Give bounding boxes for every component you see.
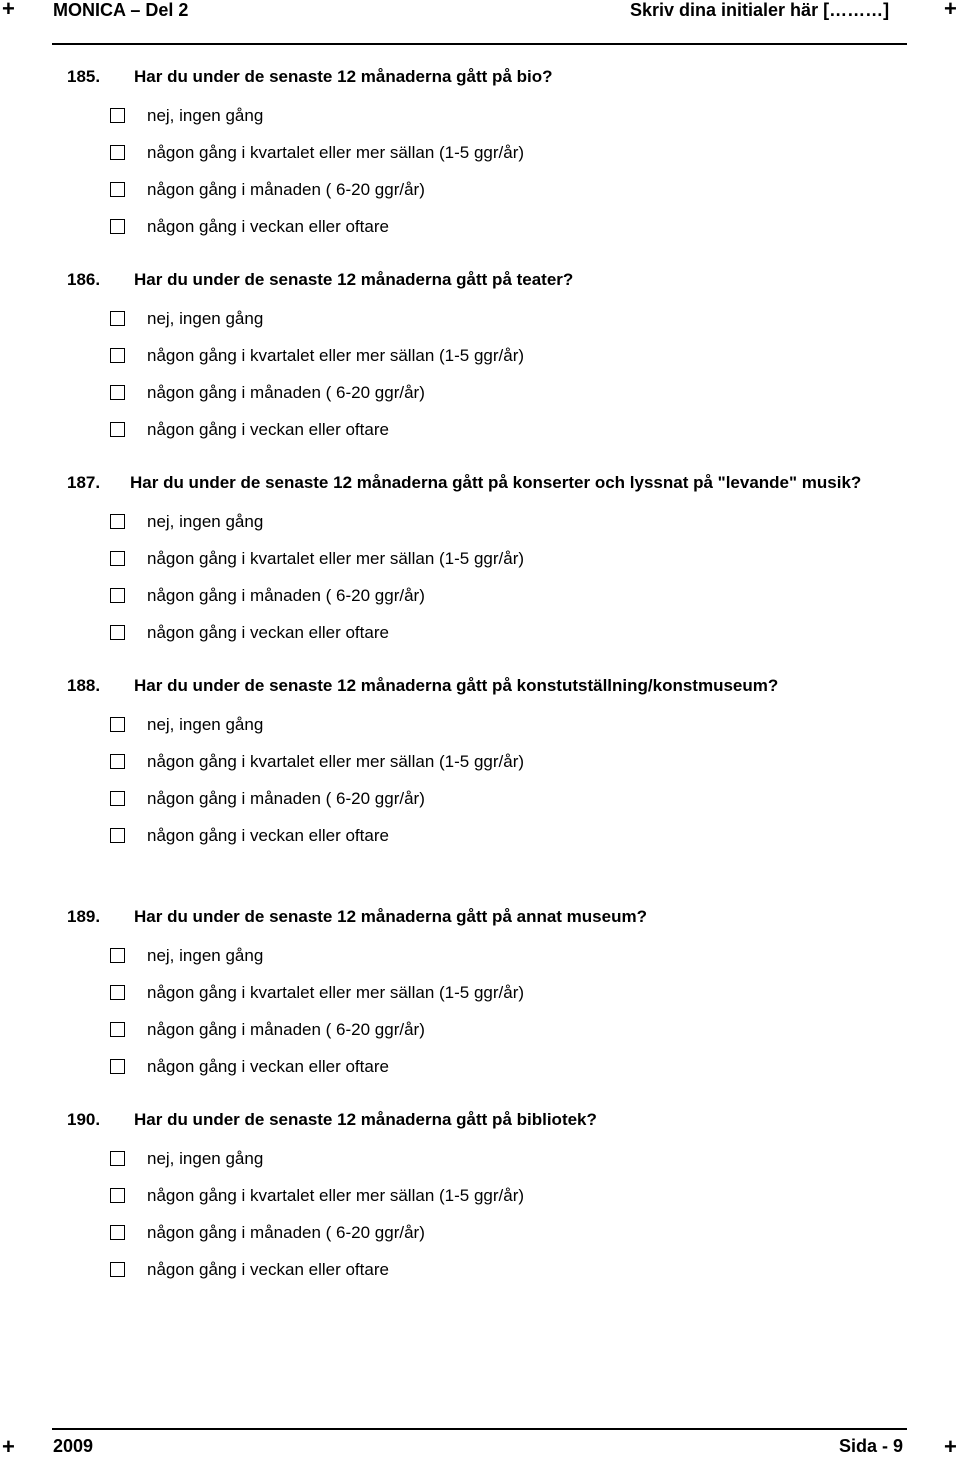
answer-option-label: någon gång i veckan eller oftare <box>147 420 389 439</box>
answer-option-label: nej, ingen gång <box>147 106 264 125</box>
answer-option-label: någon gång i kvartalet eller mer sällan (1-5 ggr/år) <box>147 346 525 365</box>
answer-checkbox[interactable] <box>110 1225 125 1240</box>
header-rule <box>52 43 907 45</box>
answer-checkbox[interactable] <box>110 348 125 363</box>
question-number: 185. <box>67 67 101 86</box>
answer-option-label: nej, ingen gång <box>147 1149 264 1168</box>
answer-option-label: någon gång i kvartalet eller mer sällan (1-5 ggr/år) <box>147 143 525 162</box>
answer-checkbox[interactable] <box>110 1151 125 1166</box>
answer-option-label: någon gång i kvartalet eller mer sällan (1-5 ggr/år) <box>147 1186 525 1205</box>
answer-checkbox[interactable] <box>110 588 125 603</box>
question-number: 188. <box>67 676 101 695</box>
answer-checkbox[interactable] <box>110 1262 125 1277</box>
answer-checkbox[interactable] <box>110 985 125 1000</box>
question-text: Har du under de senaste 12 månaderna gått på konserter och lyssnat på "levande" musik? <box>130 473 862 492</box>
answer-option-label: någon gång i månaden ( 6-20 ggr/år) <box>147 383 425 402</box>
answer-checkbox[interactable] <box>110 828 125 843</box>
answer-option-label: någon gång i veckan eller oftare <box>147 1260 389 1279</box>
answer-option-label: någon gång i månaden ( 6-20 ggr/år) <box>147 789 425 808</box>
answer-option-label: någon gång i månaden ( 6-20 ggr/år) <box>147 586 425 605</box>
footer-rule <box>52 1428 907 1430</box>
answer-option-label: någon gång i kvartalet eller mer sällan (1-5 ggr/år) <box>147 549 525 568</box>
footer-year: 2009 <box>53 1436 94 1456</box>
answer-checkbox[interactable] <box>110 311 125 326</box>
answer-option-label: någon gång i veckan eller oftare <box>147 826 389 845</box>
question-text: Har du under de senaste 12 månaderna gått på bibliotek? <box>134 1110 597 1129</box>
answer-checkbox[interactable] <box>110 1059 125 1074</box>
registration-mark-bottom-right: + <box>944 1434 957 1459</box>
registration-mark-bottom-left: + <box>2 1434 15 1459</box>
question-number: 187. <box>67 473 101 492</box>
question-text: Har du under de senaste 12 månaderna gått på konstutställning/konstmuseum? <box>134 676 779 695</box>
answer-checkbox[interactable] <box>110 108 125 123</box>
answer-checkbox[interactable] <box>110 182 125 197</box>
answer-checkbox[interactable] <box>110 219 125 234</box>
question-text: Har du under de senaste 12 månaderna gått på bio? <box>134 67 553 86</box>
answer-checkbox[interactable] <box>110 422 125 437</box>
question-text: Har du under de senaste 12 månaderna gått på teater? <box>134 270 574 289</box>
answer-checkbox[interactable] <box>110 717 125 732</box>
registration-mark-top-left: + <box>2 0 15 21</box>
answer-checkbox[interactable] <box>110 385 125 400</box>
answer-option-label: nej, ingen gång <box>147 309 264 328</box>
page-number: Sida - 9 <box>839 1436 904 1456</box>
answer-option-label: någon gång i kvartalet eller mer sällan (1-5 ggr/år) <box>147 983 525 1002</box>
question-text: Har du under de senaste 12 månaderna gått på annat museum? <box>134 907 647 926</box>
answer-checkbox[interactable] <box>110 1188 125 1203</box>
answer-checkbox[interactable] <box>110 754 125 769</box>
answer-option-label: någon gång i månaden ( 6-20 ggr/år) <box>147 1223 425 1242</box>
answer-option-label: någon gång i månaden ( 6-20 ggr/år) <box>147 180 425 199</box>
answer-checkbox[interactable] <box>110 1022 125 1037</box>
answer-checkbox[interactable] <box>110 514 125 529</box>
question-number: 190. <box>67 1110 101 1129</box>
answer-checkbox[interactable] <box>110 948 125 963</box>
question-number: 189. <box>67 907 101 926</box>
question-number: 186. <box>67 270 101 289</box>
answer-checkbox[interactable] <box>110 625 125 640</box>
answer-option-label: någon gång i veckan eller oftare <box>147 217 389 236</box>
initials-prompt: Skriv dina initialer här [………] <box>630 0 890 20</box>
answer-option-label: nej, ingen gång <box>147 512 264 531</box>
answer-checkbox[interactable] <box>110 791 125 806</box>
answer-option-label: nej, ingen gång <box>147 946 264 965</box>
answer-option-label: någon gång i veckan eller oftare <box>147 1057 389 1076</box>
answer-option-label: nej, ingen gång <box>147 715 264 734</box>
document-title: MONICA – Del 2 <box>53 0 189 20</box>
answer-option-label: någon gång i kvartalet eller mer sällan (1-5 ggr/år) <box>147 752 525 771</box>
registration-mark-top-right: + <box>944 0 957 21</box>
answer-checkbox[interactable] <box>110 145 125 160</box>
answer-option-label: någon gång i veckan eller oftare <box>147 623 389 642</box>
answer-checkbox[interactable] <box>110 551 125 566</box>
answer-option-label: någon gång i månaden ( 6-20 ggr/år) <box>147 1020 425 1039</box>
